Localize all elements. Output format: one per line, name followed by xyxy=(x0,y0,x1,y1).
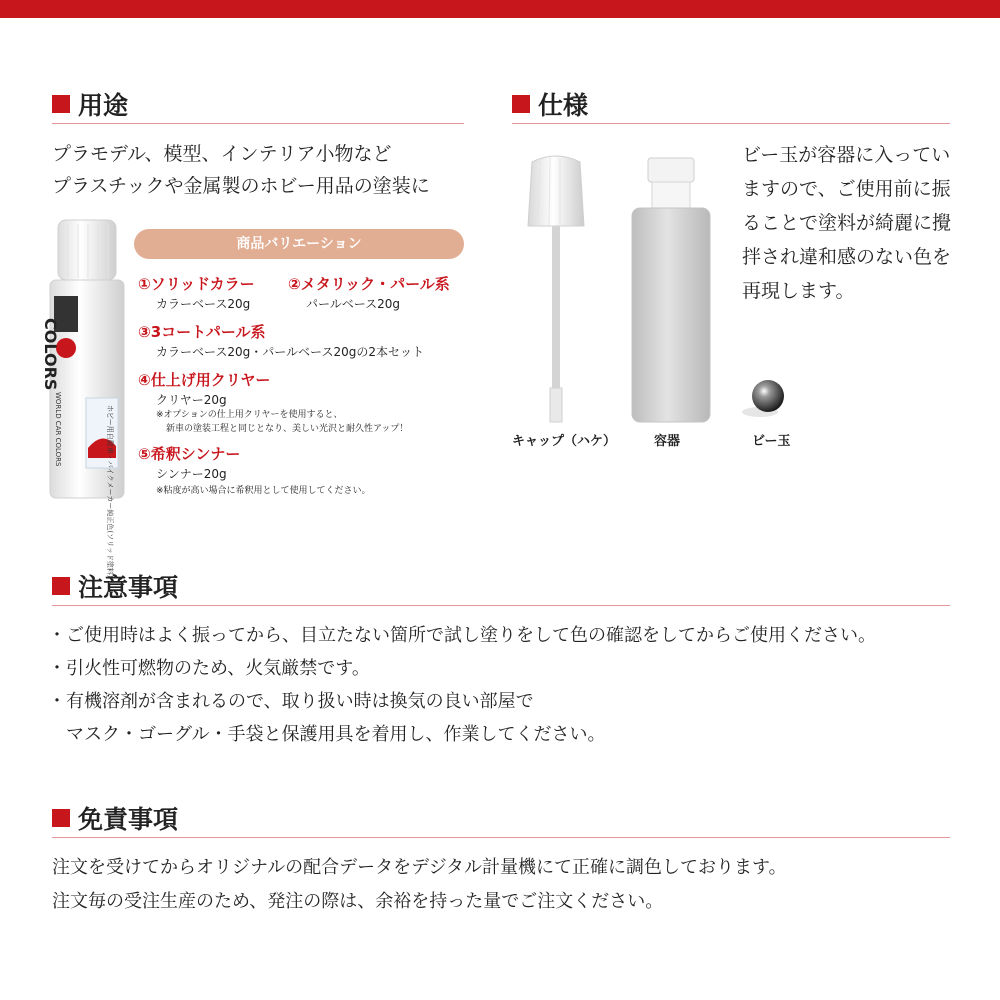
variation-5-head: ⑤希釈シンナー xyxy=(138,445,241,463)
variation-5-note: ※粘度が高い場合に希釈用として使用してください。 xyxy=(156,486,371,496)
container-image xyxy=(628,156,714,426)
bottle-sub-text: WORLD CAR COLORS xyxy=(54,392,62,467)
variation-4-note-2: 新車の塗装工程と同じとなり、美しい光沢と耐久性アップ！ xyxy=(166,424,409,434)
marble-image xyxy=(738,372,798,422)
top-accent-bar xyxy=(0,0,1000,18)
caution-line-2: ・引火性可燃物のため、火気厳禁です。 xyxy=(48,658,370,679)
variation-5-sub: シンナー20g xyxy=(156,467,227,481)
variation-1-sub: カラーベース20g xyxy=(156,297,251,311)
caution-line-4: マスク・ゴーグル・手袋と保護用具を着用し、作業してください。 xyxy=(48,724,606,745)
disclaimer-heading: 免責事項 xyxy=(52,800,178,836)
caution-line-3: ・有機溶剤が含まれるので、取り扱い時は換気の良い部屋で xyxy=(48,691,534,712)
brush-cap-image xyxy=(510,150,610,428)
bottle-logo-text: COLORS xyxy=(41,318,60,391)
disclaimer-rule xyxy=(52,837,950,838)
cap-label: キャップ（ハケ） xyxy=(512,434,617,449)
variation-4-note-1: ※オプションの仕上用クリヤーを使用すると、 xyxy=(156,410,343,420)
usage-rule xyxy=(52,123,464,124)
usage-line-1: プラモデル、模型、インテリア小物など xyxy=(52,143,392,165)
container-label: 容器 xyxy=(654,434,681,449)
heading-square-icon xyxy=(512,95,530,113)
variation-1-head: ①ソリッドカラー xyxy=(138,275,255,293)
heading-square-icon xyxy=(52,95,70,113)
caution-rule xyxy=(52,605,950,606)
variation-2-sub: パールベース20g xyxy=(306,297,401,311)
bottle-side-text: ホビー用自動車・バイクメーカー純正色(ソリッド塗料) xyxy=(106,405,114,578)
caution-line-1: ・ご使用時はよく振ってから、目立たない箇所で試し塗りをして色の確認をしてからご使用ください。 xyxy=(48,625,876,646)
heading-square-icon xyxy=(52,577,70,595)
usage-line-2: プラスチックや金属製のホビー用品の塗装に xyxy=(52,175,430,197)
variation-3-sub: カラーベース20g・パールベース20gの2本セット xyxy=(156,345,424,359)
spec-rule xyxy=(512,123,950,124)
variation-3-head: ③3コートパール系 xyxy=(138,323,266,341)
variation-4-sub: クリヤー20g xyxy=(156,393,227,407)
disclaimer-line-1: 注文を受けてからオリジナルの配合データをデジタル計量機にて正確に調色しております。 xyxy=(52,857,787,878)
marble-label: ビー玉 xyxy=(752,434,791,449)
usage-heading: 用途 xyxy=(52,86,128,122)
heading-square-icon xyxy=(52,809,70,827)
spec-heading: 仕様 xyxy=(512,86,588,122)
variations-title: 商品バリエーション xyxy=(134,229,464,259)
caution-heading: 注意事項 xyxy=(52,568,178,604)
variation-4-head: ④仕上げ用クリヤー xyxy=(138,371,271,389)
spec-description: ビー玉が容器に入っていますので、ご使用前に振ることで塗料が綺麗に攪拌され違和感のない色を再現します。 xyxy=(742,144,952,302)
variation-2-head: ②メタリック・パール系 xyxy=(288,275,450,293)
disclaimer-line-2: 注文毎の受注生産のため、発注の際は、余裕を持った量でご注文ください。 xyxy=(52,891,664,912)
